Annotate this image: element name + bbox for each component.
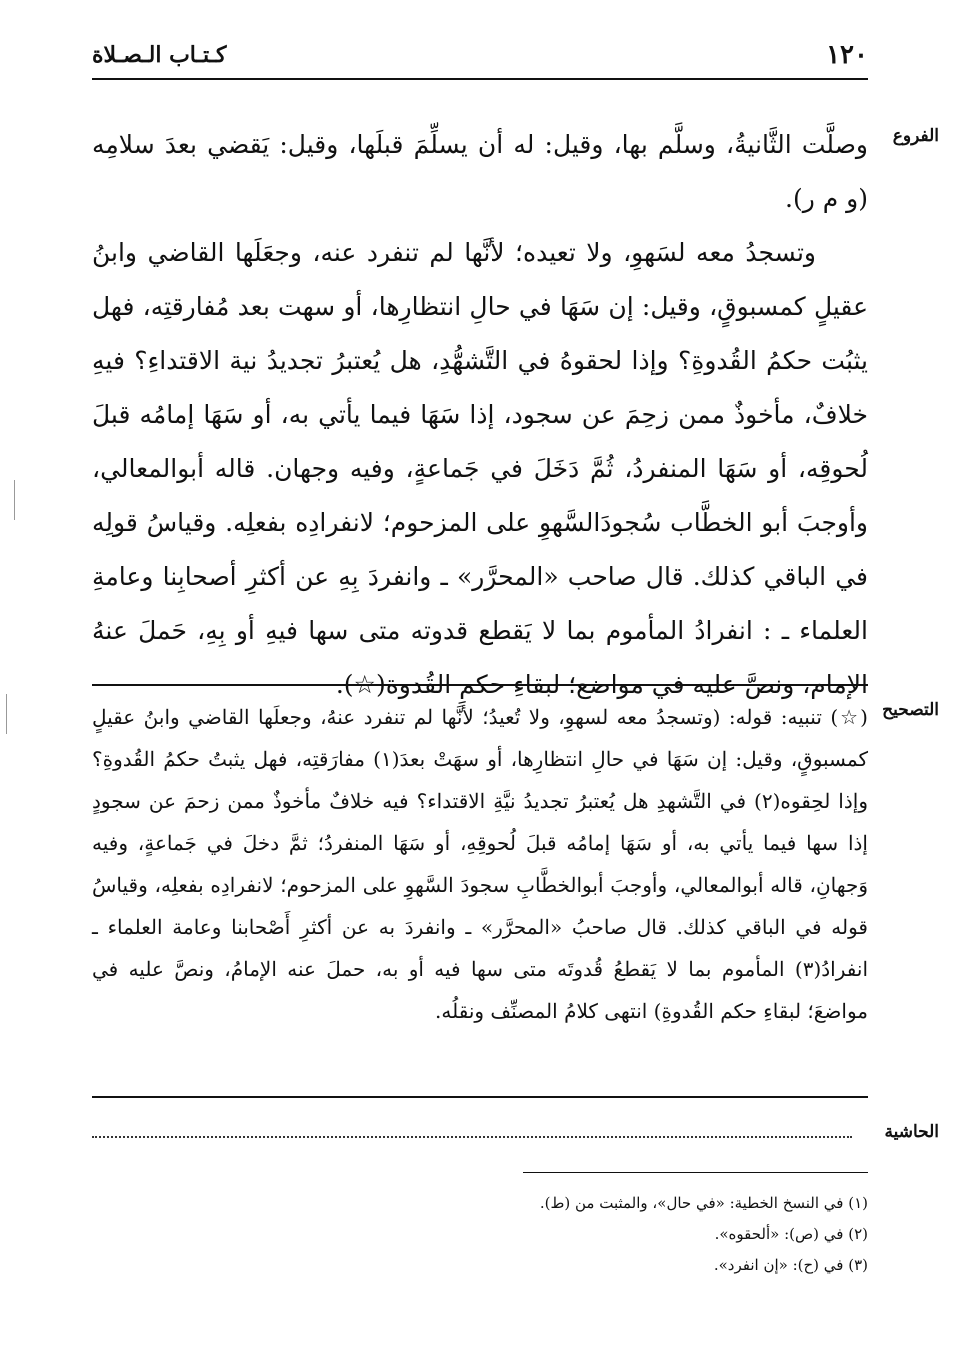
book-title: كـتـاب الـصـلاة bbox=[92, 42, 227, 68]
main-text-block bbox=[92, 118, 868, 699]
section-label-tashih: التصحيح bbox=[882, 700, 939, 720]
tashih-end-rule bbox=[92, 1096, 868, 1098]
tashih-text-block bbox=[92, 696, 868, 1088]
scan-margin-mark bbox=[6, 694, 7, 734]
footnote-3: (٣) في (ح): «إن انفرد». bbox=[713, 1256, 868, 1274]
hashiya-dotted-line bbox=[92, 1136, 852, 1138]
main-paragraph-2: وتسجدُ معه لسَهوِ، ولا تعيده؛ لأنَّها لم تنفرد عنه، وجعَلَها القاضي وابنُ عقيلٍ كمسبوقٍ، وقيل: إن سَهَا في حالِ انتظارِها، أو سهت بعد مُفارقتِه، فهل يثبُت حكمُ القُدوةِ؟ وإذا لحقوهُ في التَّشهُّدِ، هل يُعتبرُ تجديدُ نية الاقتداءِ؟ فيهِ خلافٌ، مأخوذٌ ممن زحِمَ عن سجود، إذا سَهَا فيما يأتي به، أو سَهَا إمامُه قبلَ لُحوقِه، أو سَهَا المنفردُ، ثُمَّ دَخَلَ في جَماعةٍ، وفيه وجهان. قاله أبوالمعالي، وأوجبَ أبو الخطَّاب سُجودَالسَّهوِ على المزحوم؛ لانفرادِه بفعلِه. وقياسُ قولِه في الباقي كذلك. قال صاحب «المحرَّر» ـ وانفردَ بِهِ عن أكثرِ أصحابِنا وعامةِ العلماء ـ : انفرادُ المأموم بما لا يَقطع قدوته متى سها فيهِ أو بِهِ، حَملَ عنهُ الإمام، ونصَّ عليه في مواضع؛ لبقاءِ حكمِ القُدوة(☆). bbox=[92, 238, 868, 699]
header-rule bbox=[92, 78, 868, 80]
footnote-1: (١) في النسخ الخطية: «في حال»، والمثبت من (ط). bbox=[539, 1194, 868, 1212]
scan-margin-mark bbox=[14, 480, 15, 520]
section-label-hashiya: الحاشية bbox=[884, 1122, 939, 1142]
footnote-2: (٢) في (ص): «ألحقوه». bbox=[714, 1225, 868, 1243]
section-divider bbox=[92, 684, 868, 686]
section-label-furu: الفروع bbox=[892, 126, 939, 146]
main-paragraph-1: وصلَّت الثَّانيةُ، وسلَّم بها، وقيل: له أن يسلِّمَ قبلَها، وقيل: يَقضي بعدَ سلامِه (و م ر). bbox=[92, 130, 868, 213]
tashih-paragraph: (☆) تنبيه: قوله: (وتسجدُ معه لسهوِ، ولا تُعيدُ؛ لأنَّها لم تنفرد عنهُ، وجعلَها القاضي وابنُ عقيلٍ كمسبوقٍ، وقيل: إن سَهَا في حالِ انتظارِها، أو سهَتْ بعدَ(١) مفارَقتِه، فهل يثبتُ حكمُ القُدوةِ؟ وإذا لحِقوه(٢) في التَّشهدِ هل يُعتبرُ تجديدُ نيَّةِ الاقتداء؟ فيه خلافٌ مأخوذٌ ممن زحمَ عن سجودٍ إذا سها فيما يأتي به، أو سَهَا إمامُه قبلَ لُحوقِهِ، أو سَهَا المنفردُ؛ ثمَّ دخلَ في جَماعةٍ، وفيه وَجهانِ، قاله أبوالمعالي، وأوجبَ أبوالخطَّابِ سجودَ السَّهوِ على المزحوم؛ لانفرادِه بفعلِه، وقياسُ قوله في الباقي كذلك. قال صاحبُ «المحرَّر» ـ وانفردَ به عن أكثرِ أَصْحابنا وعامة العلماء ـ انفرادُ(٣) المأموم بما لا يَقطعُ قُدوتَه متى سها فيه أو به، حملَ عنه الإمامُ، ونصَّ عليه في مواضعَ؛ لبقاءِ حكم القُدوةِ) انتهى كلامُ المصنِّف ونقلُه. bbox=[92, 705, 868, 1023]
footnotes bbox=[92, 1188, 868, 1281]
page-header bbox=[92, 40, 868, 76]
footnote-separator bbox=[523, 1172, 868, 1173]
page-number: ١٢٠ bbox=[826, 40, 868, 70]
